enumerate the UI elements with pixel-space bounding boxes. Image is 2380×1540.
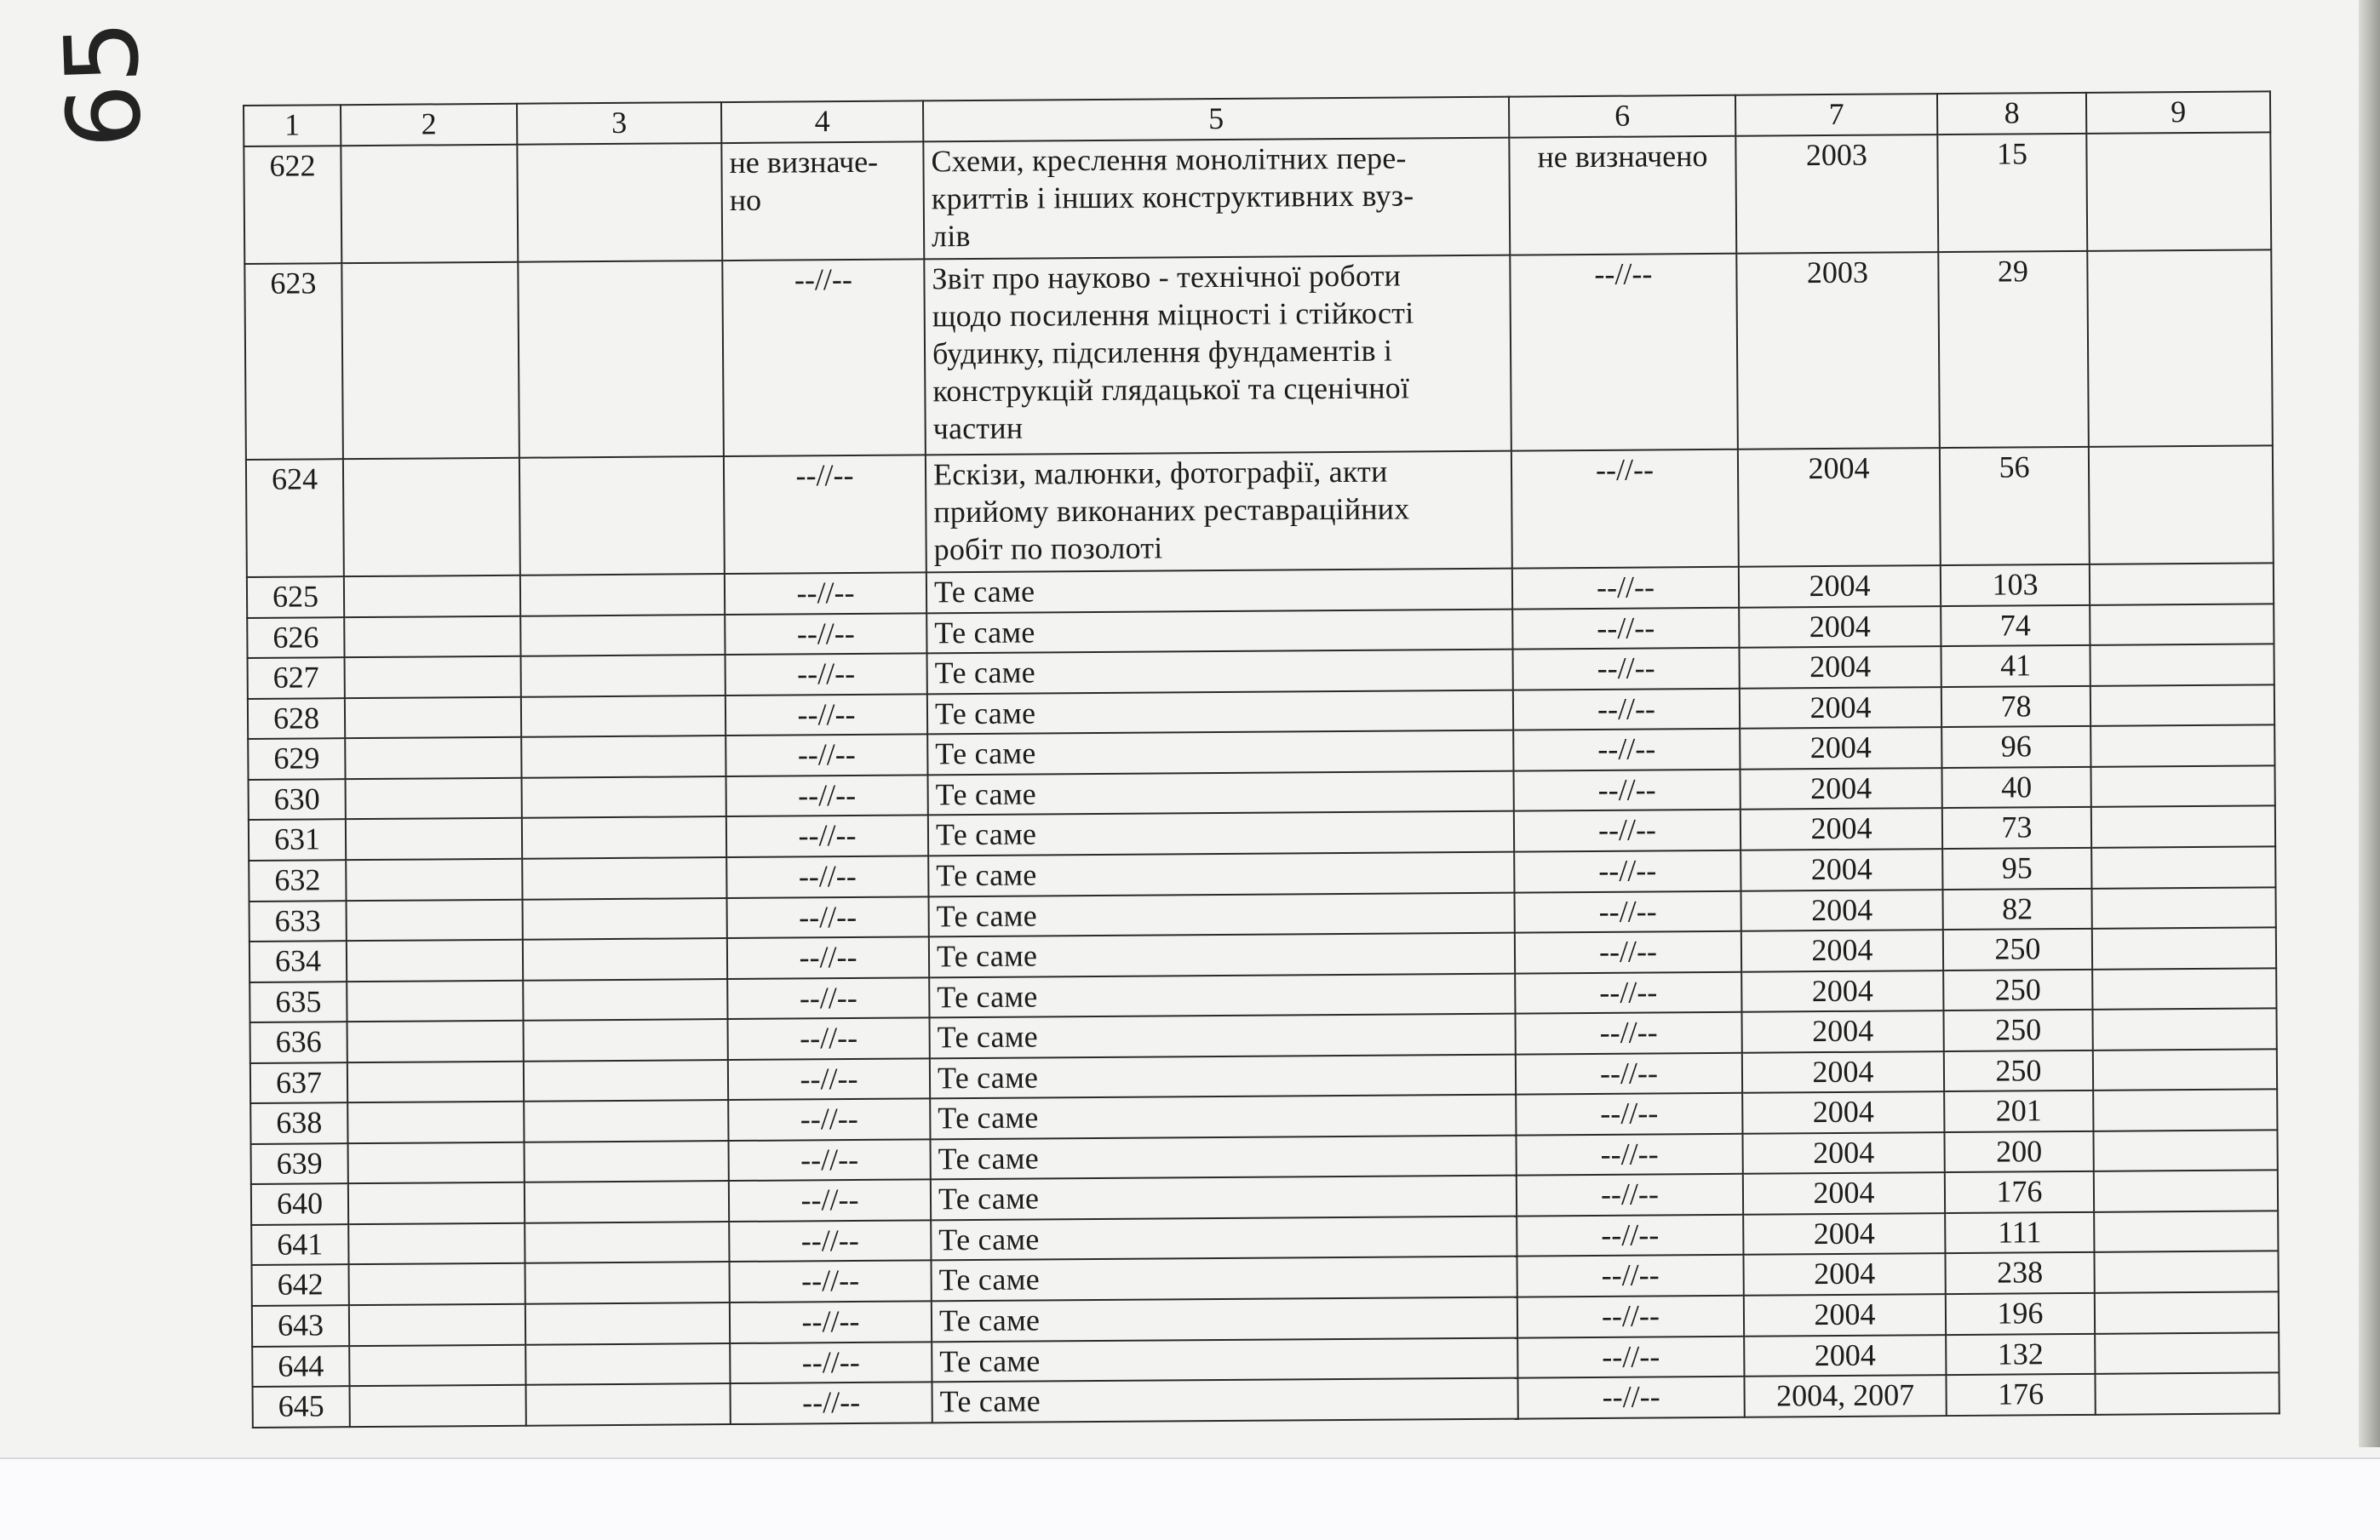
column-number: 6 [1509,95,1735,137]
term-cell-col6: не визначено [1509,135,1736,255]
description-cell: Те саме [932,1297,1517,1342]
cell-col2 [347,1061,524,1102]
notes-cell [2092,968,2276,1010]
cell-col2 [349,1344,525,1386]
term-cell: --//-- [725,694,927,736]
cell-col3 [522,776,726,818]
notes-cell [2094,1211,2278,1252]
cell-col2 [341,262,519,459]
notes-cell [2095,1332,2279,1374]
notes-cell [2090,765,2274,807]
year-cell: 2004 [1742,1051,1944,1093]
year-cell: 2004 [1741,1010,1943,1052]
item-number-cell: 644 [252,1346,349,1387]
column-number: 5 [923,97,1509,141]
cell-col3 [521,655,725,696]
sheet-count-cell: 103 [1941,564,2090,606]
description-cell: Те саме [928,811,1514,856]
cell-col2 [344,615,520,657]
item-number-cell: 629 [248,739,345,780]
description-cell: Те саме [930,1095,1516,1139]
item-number-cell: 622 [244,146,341,264]
sheet-count-cell: 176 [1945,1171,2094,1213]
description-cell: Те саме [932,1337,1517,1382]
notes-cell [2095,1291,2279,1333]
sheet-count-cell: 250 [1943,970,2092,1011]
item-number-cell: 637 [250,1062,347,1103]
notes-cell [2093,1130,2277,1171]
cell-col2 [344,575,520,617]
term-cell-col6: --//-- [1511,449,1739,568]
term-cell-col6: --//-- [1513,648,1740,690]
notes-cell [2091,806,2275,848]
year-cell: 2004 [1741,970,1943,1012]
sheet-count-cell: 201 [1944,1091,2093,1132]
description-cell: Те саме [927,690,1513,734]
term-cell: --//-- [722,260,926,456]
description-cell: Схеми, креслення монолітних пере- криттів і інших конструктивних вуз- лів [923,137,1510,259]
term-cell: --//-- [729,1180,931,1222]
sheet-count-cell: 74 [1941,605,2090,647]
notes-cell [2090,725,2274,767]
term-cell-col6: --//-- [1516,1052,1742,1094]
table-row [244,132,2271,264]
cell-col2 [343,457,520,576]
sheet-count-cell: 250 [1943,929,2092,970]
description-cell: Те саме [931,1257,1517,1301]
item-number-cell: 627 [248,657,345,698]
item-number-cell: 636 [250,1022,347,1062]
underlying-page [0,1457,2380,1540]
item-number-cell: 625 [247,576,344,617]
item-number-cell: 641 [251,1224,348,1265]
notes-cell [2092,927,2276,969]
cell-col3 [522,857,726,899]
term-cell: --//-- [728,1058,930,1100]
term-cell-col6: --//-- [1517,1377,1744,1419]
term-cell-col6: --//-- [1514,850,1741,892]
description-cell: Те саме [929,973,1515,1017]
notes-cell [2090,644,2274,686]
sheet-count-cell: 73 [1942,807,2091,849]
term-cell: --//-- [725,735,927,776]
cell-col2 [341,144,518,263]
notes-cell [2087,249,2273,446]
column-number: 7 [1735,94,1937,135]
term-cell: --//-- [726,856,928,897]
sheet-count-cell: 238 [1945,1252,2094,1294]
item-number-cell: 634 [249,941,347,982]
year-cell: 2004 [1744,1294,1946,1336]
cell-col3 [517,143,722,262]
year-cell: 2004 [1743,1254,1945,1296]
sheet-count-cell: 111 [1945,1212,2094,1254]
cell-col2 [346,778,522,820]
item-number-cell: 623 [244,263,343,459]
cell-col3 [524,1100,728,1142]
item-number-cell: 635 [249,982,347,1022]
notes-cell [2090,604,2274,645]
year-cell: 2004, 2007 [1744,1375,1946,1417]
description-cell: Те саме [930,1054,1516,1098]
year-cell: 2004 [1740,727,1941,769]
term-cell-col6: --//-- [1512,607,1739,649]
term-cell: --//-- [728,1099,930,1141]
term-cell: --//-- [730,1261,932,1302]
column-number: 9 [2086,91,2270,133]
year-cell: 2004 [1740,768,1941,810]
term-cell-col6: --//-- [1516,1093,1742,1135]
cell-col2 [347,1021,524,1062]
description-cell: Те саме [929,933,1515,977]
table-row [244,249,2273,459]
item-number-cell: 643 [252,1305,349,1346]
cell-col3 [519,456,725,575]
term-cell-col6: --//-- [1515,971,1741,1013]
description-cell: Те саме [927,650,1513,694]
year-cell: 2004 [1740,687,1941,729]
description-cell: Звіт про науково - технічної роботи щодо посилення міцності і стійкості будинку, підсилення фундаментів і конструкцій глядацької та сценічної частин [924,255,1511,455]
term-cell-col6: --//-- [1514,890,1741,932]
item-number-cell: 630 [249,779,346,820]
item-number-cell: 642 [252,1265,349,1306]
term-cell-col6: --//-- [1514,810,1741,851]
year-cell: 2004 [1742,1132,1944,1174]
cell-col2 [347,1102,524,1143]
cell-col3 [525,1262,730,1304]
item-number-cell: 638 [250,1102,347,1143]
column-number: 2 [341,104,517,146]
cell-col3 [523,979,727,1021]
cell-col3 [523,938,727,980]
year-cell: 2004 [1739,646,1941,688]
description-cell: Ескізи, малюнки, фотографії, акти прийому виконаних реставраційних робіт по позолоті [926,450,1512,572]
term-cell-col6: --//-- [1512,567,1739,609]
notes-cell [2090,564,2274,605]
cell-col2 [348,1142,525,1184]
column-number: 3 [517,102,721,144]
term-cell-col6: --//-- [1517,1174,1743,1216]
cell-col3 [518,260,724,457]
description-cell: Те саме [932,1378,1517,1423]
sheet-count-cell: 56 [1940,447,2090,566]
page-edge-shadow [2359,0,2380,1447]
cell-col2 [346,818,522,860]
sheet-count-cell: 96 [1941,726,2090,768]
year-cell: 2004 [1738,448,1941,567]
description-cell: Те саме [931,1176,1517,1220]
year-cell: 2003 [1736,252,1940,449]
term-cell: --//-- [725,573,926,615]
term-cell: --//-- [728,1018,930,1060]
description-cell: Те саме [929,892,1515,936]
notes-cell [2086,132,2271,251]
sheet-count-cell: 95 [1942,848,2091,890]
item-number-cell: 633 [249,901,347,942]
year-cell: 2004 [1743,1172,1945,1214]
term-cell: --//-- [727,977,929,1019]
cell-col3 [524,1019,728,1061]
cell-col2 [347,940,523,982]
term-cell-col6: --//-- [1510,254,1738,450]
cell-col2 [345,697,521,739]
cell-col2 [348,1223,525,1265]
item-number-cell: 624 [246,459,344,577]
term-cell: --//-- [726,816,928,857]
notes-cell [2093,1049,2277,1091]
item-number-cell: 628 [248,698,345,739]
column-number: 4 [721,100,923,142]
description-cell: Те саме [931,1135,1517,1179]
cell-col2 [345,737,521,779]
cell-col3 [520,574,725,615]
sheet-count-cell: 250 [1944,1051,2093,1092]
term-cell: --//-- [730,1301,932,1342]
item-number-cell: 645 [253,1386,350,1428]
notes-cell [2091,846,2275,888]
cell-col2 [347,899,523,941]
notes-cell [2091,887,2275,929]
table-row [246,445,2274,577]
cell-col3 [526,1383,731,1426]
term-cell: не визначе- но [721,141,924,260]
cell-col3 [525,1222,729,1263]
sheet-count-cell: 176 [1946,1374,2095,1416]
column-number: 8 [1937,93,2086,135]
sheet-count-cell: 250 [1943,1010,2092,1051]
year-cell: 2004 [1743,1213,1945,1255]
year-cell: 2004 [1739,606,1941,648]
sheet-count-cell: 78 [1941,686,2090,728]
sheet-count-cell: 200 [1944,1131,2093,1173]
sheet-count-cell: 40 [1941,767,2090,809]
cell-col3 [525,1343,730,1385]
term-cell: --//-- [729,1220,931,1262]
description-cell: Те саме [926,609,1512,653]
item-number-cell: 639 [251,1143,348,1184]
sheet-count-cell: 41 [1941,645,2090,687]
notes-cell [2092,1009,2276,1051]
term-cell-col6: --//-- [1517,1215,1743,1257]
year-cell: 2004 [1744,1335,1946,1377]
cell-col2 [350,1385,526,1427]
term-cell: --//-- [727,936,929,978]
term-cell-col6: --//-- [1517,1255,1743,1297]
term-cell-col6: --//-- [1513,729,1740,770]
sheet-count-cell: 132 [1946,1333,2095,1375]
cell-col3 [520,615,725,656]
year-cell: 2004 [1742,1091,1944,1133]
term-cell-col6: --//-- [1515,1012,1741,1054]
cell-col2 [345,656,521,698]
year-cell: 2003 [1735,135,1938,254]
item-number-cell: 632 [249,860,346,901]
notes-cell [2095,1372,2279,1414]
term-cell-col6: --//-- [1516,1134,1742,1176]
sheet-count-cell: 29 [1938,251,2089,448]
item-number-cell: 626 [247,617,344,658]
notes-cell [2089,445,2274,564]
inventory-table [243,90,2280,1428]
term-cell: --//-- [725,613,926,655]
term-cell: --//-- [729,1139,931,1181]
sheet-count-cell: 196 [1946,1293,2095,1335]
cell-col3 [522,817,726,859]
description-cell: Те саме [928,852,1514,896]
term-cell: --//-- [731,1382,932,1424]
notes-cell [2094,1171,2278,1212]
term-cell-col6: --//-- [1517,1336,1744,1377]
description-cell: Те саме [927,730,1513,775]
term-cell: --//-- [726,775,928,816]
cell-col2 [346,859,522,901]
term-cell: --//-- [725,654,927,696]
year-cell: 2004 [1741,890,1942,931]
handwritten-folio-number: 65 [42,18,164,151]
sheet-count-cell: 15 [1937,133,2087,252]
term-cell-col6: --//-- [1515,931,1741,973]
item-number-cell: 631 [249,820,346,861]
term-cell: --//-- [724,455,926,574]
cell-col3 [523,898,727,940]
description-cell: Те саме [926,569,1512,613]
year-cell: 2004 [1739,565,1941,607]
notes-cell [2093,1090,2277,1131]
year-cell: 2004 [1741,849,1942,890]
cell-col2 [348,1182,525,1224]
notes-cell [2094,1251,2278,1293]
year-cell: 2004 [1741,809,1942,850]
description-cell: Те саме [930,1014,1516,1058]
year-cell: 2004 [1741,930,1943,971]
term-cell-col6: --//-- [1517,1296,1744,1337]
column-number: 1 [244,105,341,146]
notes-cell [2090,684,2274,726]
cell-col2 [349,1304,525,1346]
term-cell: --//-- [730,1342,932,1383]
cell-col2 [347,980,523,1022]
term-cell-col6: --//-- [1513,770,1740,811]
cell-col3 [525,1181,729,1222]
cell-col3 [525,1141,729,1182]
cell-col3 [524,1060,728,1102]
cell-col3 [521,696,725,737]
term-cell-col6: --//-- [1513,689,1740,730]
cell-col2 [349,1263,525,1305]
description-cell: Те саме [931,1217,1517,1261]
item-number-cell: 640 [251,1184,348,1225]
sheet-count-cell: 82 [1942,888,2091,930]
cell-col3 [525,1302,730,1344]
term-cell: --//-- [727,896,929,938]
cell-col3 [521,736,725,777]
description-cell: Те саме [928,771,1514,816]
